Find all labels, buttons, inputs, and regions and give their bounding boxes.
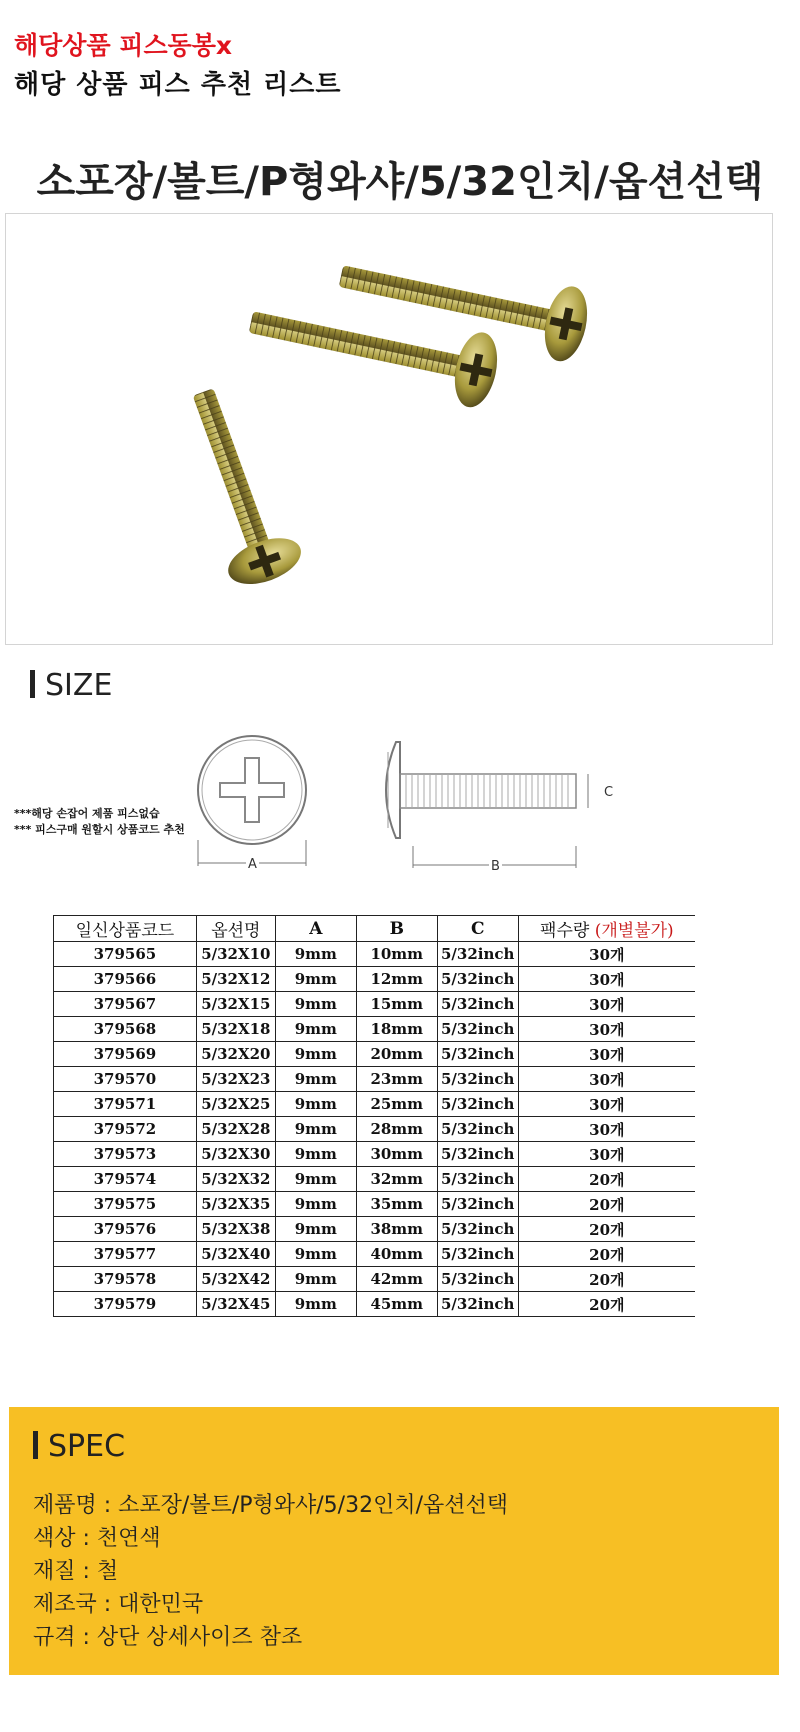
table-cell: 5/32inch bbox=[437, 1092, 518, 1117]
table-row bbox=[54, 1217, 696, 1242]
table-cell: 9mm bbox=[275, 1192, 356, 1217]
table-cell: 20개 bbox=[518, 1217, 695, 1242]
product-photo bbox=[5, 213, 773, 645]
table-cell: 5/32inch bbox=[437, 967, 518, 992]
note-no-screw: ***해당 손잡어 제품 피스없습 bbox=[14, 807, 160, 820]
table-cell: 5/32inch bbox=[437, 1142, 518, 1167]
table-cell: 5/32X23 bbox=[196, 1067, 275, 1092]
table-cell: 5/32inch bbox=[437, 992, 518, 1017]
table-cell: 5/32inch bbox=[437, 1217, 518, 1242]
table-row bbox=[54, 1092, 696, 1117]
table-cell: 38mm bbox=[356, 1217, 437, 1242]
table-cell: 9mm bbox=[275, 1117, 356, 1142]
spec-line-name: 제품명 : 소포장/볼트/P형와샤/5/32인치/옵션선택 bbox=[33, 1493, 509, 1518]
table-cell: 5/32inch bbox=[437, 1042, 518, 1067]
table-cell: 32mm bbox=[356, 1167, 437, 1192]
size-heading-text: SIZE bbox=[45, 668, 113, 703]
table-cell: 5/32X18 bbox=[196, 1017, 275, 1042]
table-cell: 5/32X35 bbox=[196, 1192, 275, 1217]
table-cell: 379575 bbox=[54, 1192, 197, 1217]
col-header-pack-label: 팩수량 bbox=[540, 921, 590, 941]
table-cell: 20개 bbox=[518, 1192, 695, 1217]
table-header-row bbox=[54, 916, 696, 942]
table-cell: 45mm bbox=[356, 1292, 437, 1317]
table-row bbox=[54, 1142, 696, 1167]
table-cell: 9mm bbox=[275, 1292, 356, 1317]
table-row bbox=[54, 1267, 696, 1292]
spec-heading-text: SPEC bbox=[48, 1429, 126, 1464]
table-cell: 10mm bbox=[356, 942, 437, 967]
table-cell: 5/32inch bbox=[437, 942, 518, 967]
table-cell: 30개 bbox=[518, 1142, 695, 1167]
spec-line-material: 재질 : 철 bbox=[33, 1559, 119, 1584]
table-cell: 379572 bbox=[54, 1117, 197, 1142]
table-cell: 9mm bbox=[275, 1267, 356, 1292]
spec-line-color: 색상 : 천연색 bbox=[33, 1526, 161, 1551]
table-cell: 5/32X32 bbox=[196, 1167, 275, 1192]
table-cell: 9mm bbox=[275, 1042, 356, 1067]
header-notice: 해당상품 피스동봉x bbox=[14, 31, 233, 60]
table-cell: 9mm bbox=[275, 992, 356, 1017]
table-cell: 40mm bbox=[356, 1242, 437, 1267]
table-cell: 5/32X28 bbox=[196, 1117, 275, 1142]
table-cell: 379579 bbox=[54, 1292, 197, 1317]
table-cell: 379573 bbox=[54, 1142, 197, 1167]
table-cell: 30개 bbox=[518, 967, 695, 992]
note-screw-code: *** 피스구매 원할시 상품코드 추천 bbox=[14, 823, 185, 836]
heading-bar bbox=[30, 670, 35, 698]
table-cell: 5/32inch bbox=[437, 1242, 518, 1267]
table-cell: 379571 bbox=[54, 1092, 197, 1117]
table-cell: 5/32inch bbox=[437, 1192, 518, 1217]
table-cell: 5/32X15 bbox=[196, 992, 275, 1017]
table-row bbox=[54, 1167, 696, 1192]
table-cell: 9mm bbox=[275, 1142, 356, 1167]
size-heading bbox=[30, 668, 112, 703]
table-row bbox=[54, 1292, 696, 1317]
table-cell: 5/32X40 bbox=[196, 1242, 275, 1267]
table-cell: 20개 bbox=[518, 1242, 695, 1267]
table-cell: 379565 bbox=[54, 942, 197, 967]
spec-section bbox=[9, 1407, 779, 1675]
table-cell: 20mm bbox=[356, 1042, 437, 1067]
table-cell: 5/32inch bbox=[437, 1267, 518, 1292]
table-cell: 379577 bbox=[54, 1242, 197, 1267]
table-cell: 379570 bbox=[54, 1067, 197, 1092]
table-cell: 9mm bbox=[275, 1242, 356, 1267]
label-b: B bbox=[491, 859, 500, 874]
table-cell: 30mm bbox=[356, 1142, 437, 1167]
table-cell: 12mm bbox=[356, 967, 437, 992]
table-cell: 9mm bbox=[275, 1067, 356, 1092]
table-cell: 5/32X30 bbox=[196, 1142, 275, 1167]
table-cell: 5/32inch bbox=[437, 1067, 518, 1092]
screw-spec-table bbox=[53, 915, 695, 1317]
table-cell: 379568 bbox=[54, 1017, 197, 1042]
table-cell: 25mm bbox=[356, 1092, 437, 1117]
table-cell: 30개 bbox=[518, 1092, 695, 1117]
table-cell: 9mm bbox=[275, 942, 356, 967]
table-row bbox=[54, 1017, 696, 1042]
table-cell: 5/32X42 bbox=[196, 1267, 275, 1292]
table-cell: 30개 bbox=[518, 1067, 695, 1092]
table-cell: 28mm bbox=[356, 1117, 437, 1142]
table-row bbox=[54, 967, 696, 992]
table-row bbox=[54, 942, 696, 967]
table-body bbox=[54, 942, 696, 1317]
table-cell: 379567 bbox=[54, 992, 197, 1017]
table-row bbox=[54, 1117, 696, 1142]
header-recommend-title: 해당 상품 피스 추천 리스트 bbox=[14, 70, 342, 100]
spec-lines bbox=[33, 1489, 508, 1654]
col-header-pack bbox=[518, 916, 695, 942]
table-cell: 9mm bbox=[275, 967, 356, 992]
table-cell: 9mm bbox=[275, 1017, 356, 1042]
table-cell: 5/32X45 bbox=[196, 1292, 275, 1317]
table-cell: 379578 bbox=[54, 1267, 197, 1292]
spec-heading bbox=[33, 1429, 125, 1464]
col-header: 일신상품코드 bbox=[54, 916, 197, 942]
table-cell: 30개 bbox=[518, 1017, 695, 1042]
table-cell: 5/32X38 bbox=[196, 1217, 275, 1242]
table-cell: 30개 bbox=[518, 1117, 695, 1142]
table-cell: 5/32inch bbox=[437, 1017, 518, 1042]
table-cell: 20개 bbox=[518, 1167, 695, 1192]
col-header-pack-note: (개별불가) bbox=[594, 921, 674, 941]
spec-line-origin: 제조국 : 대한민국 bbox=[33, 1592, 204, 1617]
label-a: A bbox=[248, 857, 257, 872]
table-cell: 23mm bbox=[356, 1067, 437, 1092]
table-cell: 9mm bbox=[275, 1092, 356, 1117]
table-row bbox=[54, 1067, 696, 1092]
table-cell: 5/32inch bbox=[437, 1117, 518, 1142]
table-cell: 379569 bbox=[54, 1042, 197, 1067]
col-header: 옵션명 bbox=[196, 916, 275, 942]
table-cell: 35mm bbox=[356, 1192, 437, 1217]
table-cell: 5/32X10 bbox=[196, 942, 275, 967]
table-row bbox=[54, 992, 696, 1017]
product-title: 소포장/볼트/P형와샤/5/32인치/옵션선택 bbox=[36, 159, 764, 205]
table-cell: 30개 bbox=[518, 1042, 695, 1067]
col-header: A bbox=[275, 916, 356, 942]
table-cell: 20개 bbox=[518, 1267, 695, 1292]
table-cell: 30개 bbox=[518, 942, 695, 967]
table-cell: 20개 bbox=[518, 1292, 695, 1317]
table-row bbox=[54, 1192, 696, 1217]
col-header: B bbox=[356, 916, 437, 942]
table-cell: 9mm bbox=[275, 1167, 356, 1192]
table-cell: 5/32inch bbox=[437, 1292, 518, 1317]
table-row bbox=[54, 1242, 696, 1267]
screws-illustration bbox=[6, 214, 772, 644]
col-header: C bbox=[437, 916, 518, 942]
label-c: C bbox=[604, 785, 614, 800]
spec-line-size: 규격 : 상단 상세사이즈 참조 bbox=[33, 1625, 303, 1650]
table-cell: 42mm bbox=[356, 1267, 437, 1292]
table-cell: 5/32X25 bbox=[196, 1092, 275, 1117]
table-cell: 5/32inch bbox=[437, 1167, 518, 1192]
table-cell: 379576 bbox=[54, 1217, 197, 1242]
table-row bbox=[54, 1042, 696, 1067]
table-cell: 379566 bbox=[54, 967, 197, 992]
table-cell: 379574 bbox=[54, 1167, 197, 1192]
table-cell: 18mm bbox=[356, 1017, 437, 1042]
table-cell: 5/32X12 bbox=[196, 967, 275, 992]
heading-bar bbox=[33, 1431, 38, 1459]
table-cell: 30개 bbox=[518, 992, 695, 1017]
table-cell: 15mm bbox=[356, 992, 437, 1017]
table-cell: 9mm bbox=[275, 1217, 356, 1242]
table-cell: 5/32X20 bbox=[196, 1042, 275, 1067]
